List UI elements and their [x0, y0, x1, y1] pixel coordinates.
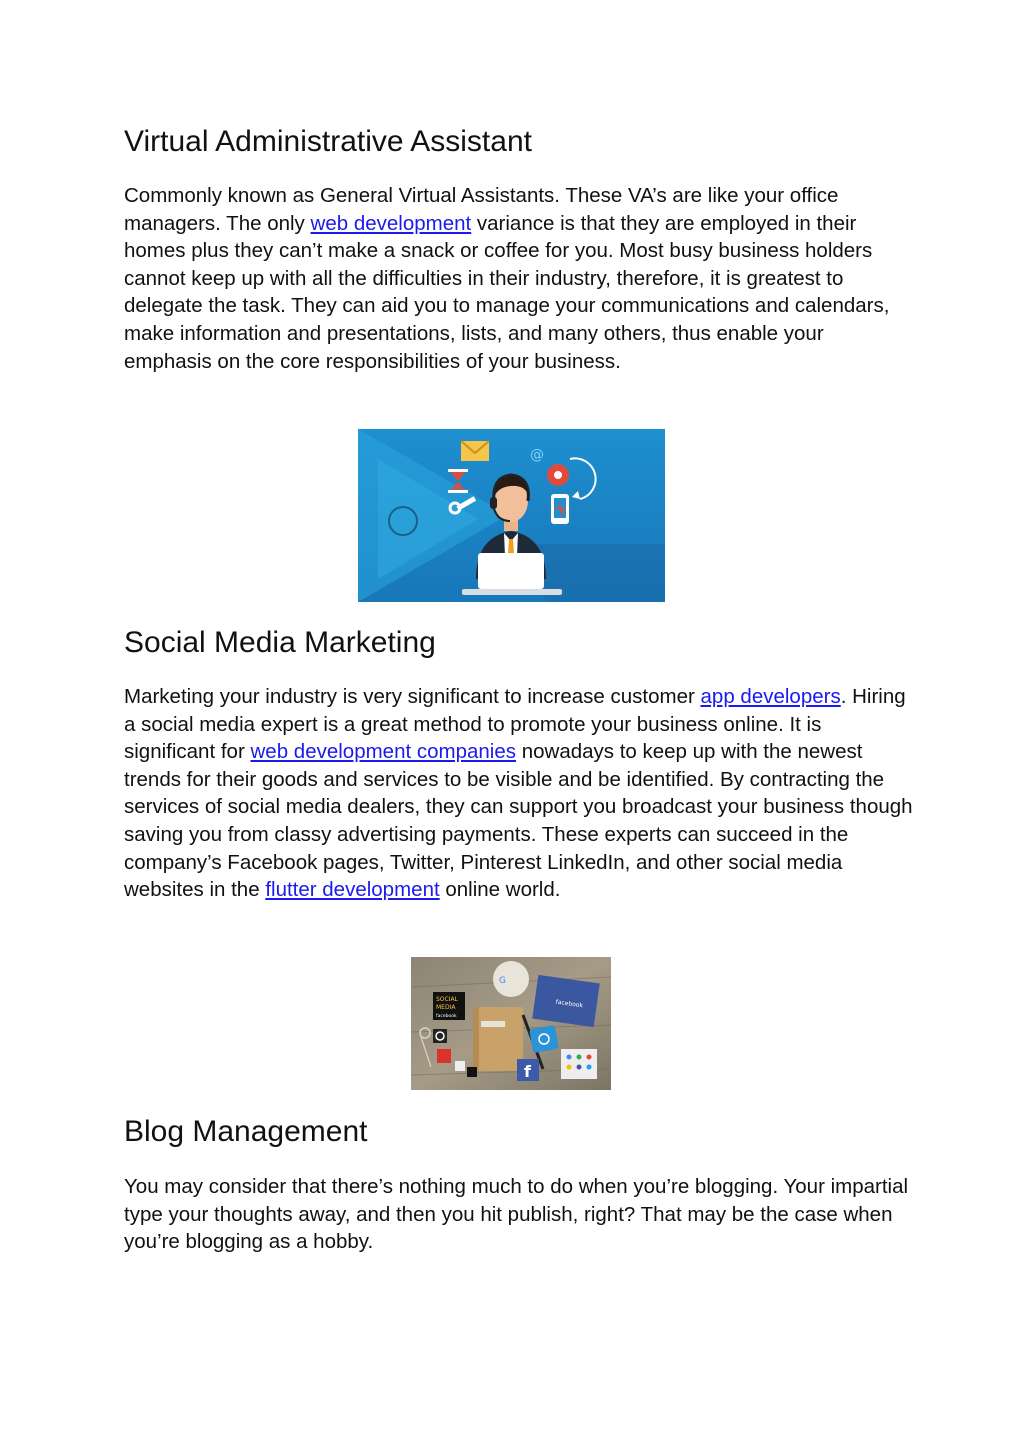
paragraph-social-media: [124, 683, 914, 904]
heading-blog-management: Blog Management: [124, 1115, 368, 1148]
sticker-text: MEDIA: [436, 1004, 456, 1011]
paragraph-virtual-assistant: [124, 182, 914, 375]
link-flutter-development[interactable]: flutter development: [265, 878, 440, 902]
social-media-flatlay-photo: [411, 957, 611, 1090]
paragraph-text: Marketing your industry is very significant to increase customer: [124, 685, 701, 708]
link-web-development-companies[interactable]: web development companies: [250, 740, 517, 764]
heading-social-media-marketing: Social Media Marketing: [124, 626, 436, 659]
link-app-developers[interactable]: app developers: [700, 685, 841, 708]
link-web-development[interactable]: web development: [310, 211, 472, 235]
paragraph-text: Commonly known as General Virtual Assistants. These VA’s are like your office managers. The only: [124, 184, 839, 235]
card-label: facebook: [555, 998, 584, 1010]
sticker-text: SOCIAL: [436, 996, 458, 1003]
paragraph-text: online world.: [439, 878, 561, 902]
paragraph-blog-management: [124, 1173, 914, 1256]
paragraph-text: nowadays to keep up with the newest trends for their goods and services to be visible and be identified. By contracting the services of social media dealers, they can support you broadcast your business though saving you from classy advertising payments. These experts can succeed in the company’s Facebook pages, Twitter, Pinterest LinkedIn, and other social media websites in the: [124, 740, 913, 902]
facebook-f-glyph: f: [524, 1062, 531, 1081]
svg-text:G: G: [499, 976, 506, 986]
paragraph-text: . Hiring a social media expert is a great method to promote your business online. It is significant for: [124, 685, 906, 764]
sticker-text: facebook: [436, 1014, 457, 1019]
paragraph-text: variance is that they are employed in their homes plus they can’t make a snack or coffee for you. Most busy business holders cannot keep up with all the difficulties in their industry, therefore, it is greatest to delegate the task. They can aid you to manage your communications and calendars, make information and presentations, lists, and many others, thus enable your emphasis on the core responsibilities of your business.: [124, 211, 890, 373]
heading-virtual-administrative-assistant: Virtual Administrative Assistant: [124, 125, 532, 158]
svg-text:@: @: [530, 447, 544, 463]
virtual-assistant-illustration: [358, 429, 665, 602]
paragraph-text: You may consider that there’s nothing much to do when you’re blogging. Your impartial type your thoughts away, and then you hit publish, right? That may be the case when you’re blogging as a hobby.: [124, 1175, 909, 1254]
